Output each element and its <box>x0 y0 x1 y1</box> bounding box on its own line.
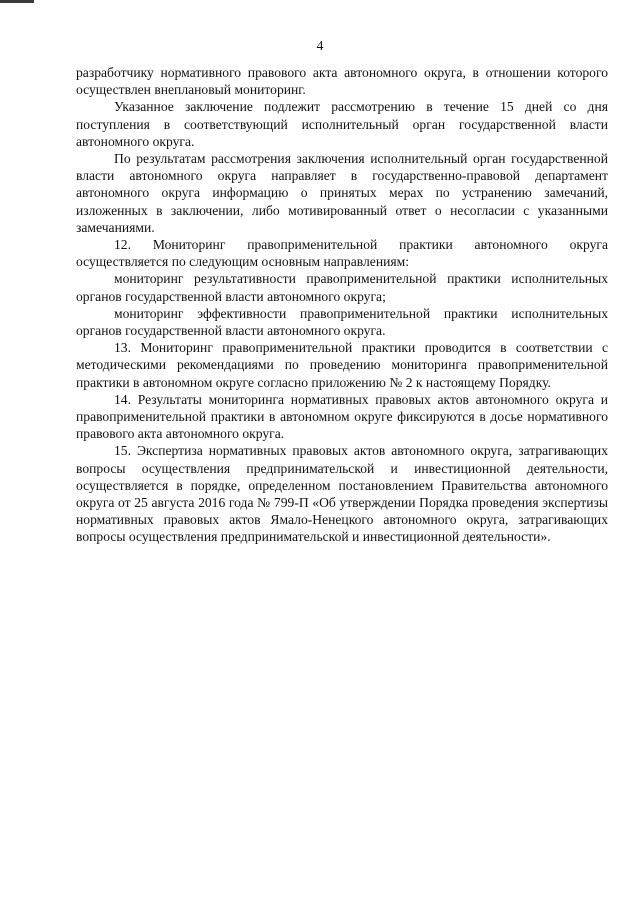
document-body <box>76 64 608 546</box>
page-number: 4 <box>316 38 324 53</box>
paragraph-monitoring-efficiency: мониторинг эффективности правоприменительной практики исполнительных органов государственной власти автономного округа. <box>76 305 608 339</box>
corner-mark <box>0 0 34 3</box>
paragraph-item-15: 15. Экспертиза нормативных правовых актов автономного округа, затрагивающих вопросы осуществления предпринимательской и инвестиционной деятельности, осуществляется в порядке, определенном постановлением Правительства автономного округа от 25 августа 2016 года № 799-П «Об утверждении Порядка проведения экспертизы нормативных правовых актов Ямало-Ненецкого автономного округа, затрагивающих вопросы осуществления предпринимательской и инвестиционной деятельности». <box>76 443 608 545</box>
paragraph-item-13: 13. Мониторинг правоприменительной практики проводится в соответствии с методическими рекомендациями по проведению мониторинга правоприменительной практики в автономном округе согласно приложению № 2 к настоящему Порядку. <box>76 340 608 390</box>
paragraph-review-term: Указанное заключение подлежит рассмотрению в течение 15 дней со дня поступления в соответствующий исполнительный орган государственной власти автономного округа. <box>76 99 608 149</box>
paragraph-item-14: 14. Результаты мониторинга нормативных правовых актов автономного округа и правоприменительной практики в автономном округе фиксируются в досье нормативного правового акта автономного округа. <box>76 391 608 442</box>
paragraph-continuation: разработчику нормативного правового акта автономного округа, в отношении которого осуществлен внеплановый мониторинг. <box>76 65 608 98</box>
paragraph-item-12: 12. Мониторинг правоприменительной практики автономного округа осуществляется по следующим основным направлениям: <box>76 237 608 270</box>
paragraph-review-results: По результатам рассмотрения заключения исполнительный орган государственной власти автономного округа направляет в государственно-правовой департамент автономного округа информацию о принятых мерах по устранению замечаний, изложенных в заключении, либо мотивированный ответ о несогласии с указанными замечаниями. <box>76 151 608 235</box>
paragraph-monitoring-effectiveness-results: мониторинг результативности правоприменительной практики исполнительных органов государственной власти автономного округа; <box>76 271 608 304</box>
